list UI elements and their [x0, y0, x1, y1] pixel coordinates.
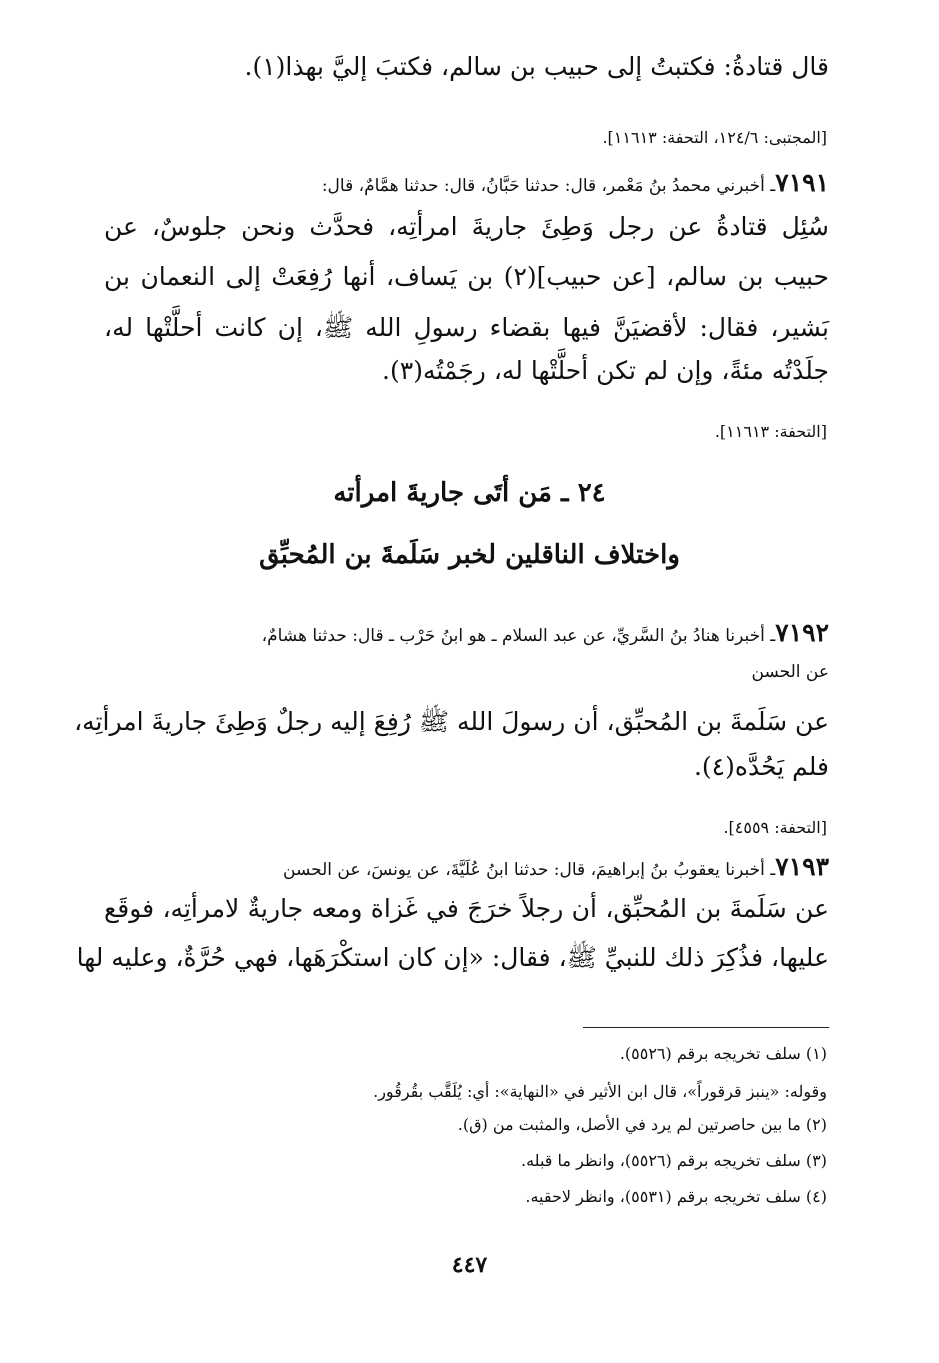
- footnote-4: (٤) سلف تخريجه برقم (٥٥٣١)، وانظر لاحقيه.: [525, 1187, 827, 1206]
- hadith-chain: ـ أخبرني محمدُ بنُ مَعْمر، قال: حدثنا حَبَّانُ، قال: حدثنا همَّامٌ، قال:: [321, 176, 776, 196]
- text-line: عن سَلَمةَ بن المُحبِّق، أن رسولَ الله ﷺ رُفِعَ إليه رجلٌ وَطِئَ جاريةَ امرأتِه،: [74, 707, 829, 736]
- text-line: عليها، فذُكِرَ ذلك للنبيِّ ﷺ، فقال: «إن كان استكْرَهَها، فهي حُرَّةٌ، وعليه لها: [76, 943, 829, 972]
- text-line: سُئِل قتادةُ عن رجل وَطِئَ جاريةَ امرأتِه، فحدَّث ونحن جلوسٌ، عن: [104, 212, 829, 241]
- text-line: فلم يَحُدَّه(٤).: [693, 752, 829, 781]
- chapter-subtitle: واختلاف الناقلين لخبر سَلَمةَ بن المُحبِّق: [259, 540, 680, 570]
- text-line: عن سَلَمةَ بن المُحبِّق، أن رجلاً خرَجَ في غَزاة ومعه جاريةٌ لامرأتِه، فوقَع: [104, 894, 829, 923]
- hadith-number: ٧١٩٣: [775, 852, 829, 881]
- hadith-7193-intro: [283, 852, 829, 881]
- text-line: عن الحسن: [751, 662, 829, 682]
- hadith-chain: ـ أخبرنا هنادُ بنُ السَّريِّ، عن عبد السلام ـ هو ابنُ حَرْب ـ قال: حدثنا هشامٌ،: [261, 626, 776, 646]
- hadith-number: ٧١٩٢: [775, 618, 829, 647]
- hadith-7192-intro: [262, 618, 829, 647]
- footnote-1: (١) سلف تخريجه برقم (٥٥٢٦).: [619, 1044, 827, 1063]
- footnote-3: (٣) سلف تخريجه برقم (٥٥٢٦)، وانظر ما قبله.: [521, 1151, 827, 1170]
- reference-citation: [التحفة: ٤٥٥٩].: [723, 818, 827, 837]
- reference-citation: [التحفة: ١١٦١٣].: [714, 422, 827, 441]
- text-line: جلَدْتُه مئةً، وإن لم تكن أحلَّتْها له، رجَمْتُه(٣).: [382, 356, 829, 385]
- hadith-chain: ـ أخبرنا يعقوبُ بنُ إبراهيمَ، قال: حدثنا ابنُ عُلَيَّةَ، عن يونسَ، عن الحسن: [283, 860, 776, 880]
- text-line: قال قتادةُ: فكتبتُ إلى حبيب بن سالم، فكتبَ إليَّ بهذا(١).: [244, 52, 829, 81]
- reference-citation: [المجتبى: ١٢٤/٦، التحفة: ١١٦١٣].: [602, 128, 827, 147]
- text-line: بَشير، فقال: لأقضيَنَّ فيها بقضاء رسولِ الله ﷺ، إن كانت أحلَّتْها له،: [104, 313, 829, 342]
- footnote-divider: [583, 1027, 829, 1028]
- footnote-1-continuation: وقوله: «ينبز قرقوراً»، قال ابن الأثير في «النهاية»: أي: يُلَقَّب بقُرقُور.: [373, 1082, 827, 1101]
- text-line: حبيب بن سالم، [عن حبيب](٢) بن يَساف، أنها رُفِعَتْ إلى النعمان بن: [104, 262, 829, 291]
- hadith-7191-intro: [322, 168, 829, 197]
- chapter-title: ٢٤ ـ مَن أتَى جاريةَ امرأته: [333, 478, 606, 508]
- hadith-number: ٧١٩١: [775, 168, 829, 197]
- page-number: ٤٤٧: [451, 1252, 488, 1278]
- footnote-2: (٢) ما بين حاصرتين لم يرد في الأصل، والمثبت من (ق).: [457, 1115, 827, 1134]
